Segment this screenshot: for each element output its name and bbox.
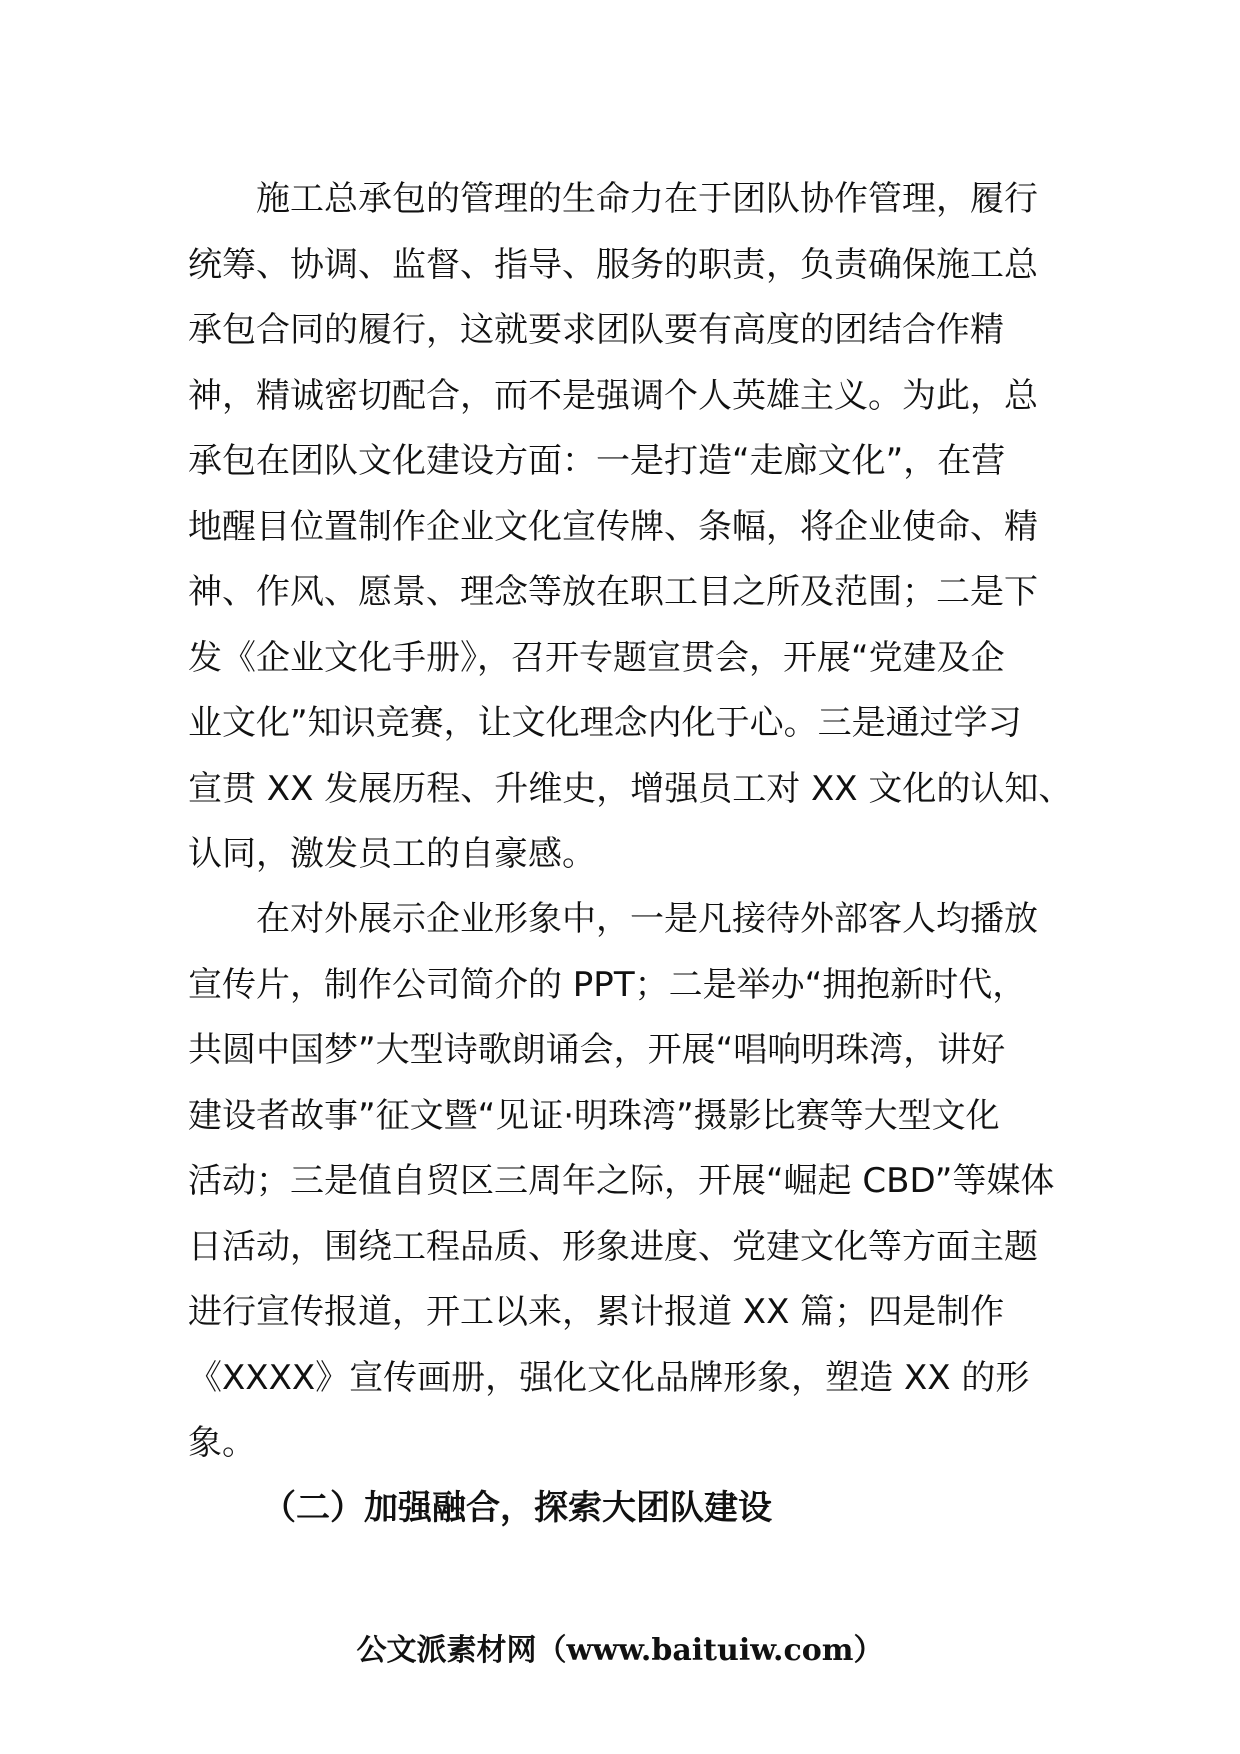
paragraph-line: 建设者故事”征文暨“见证·明珠湾”摄影比赛等大型文化 [188, 1095, 1000, 1136]
paragraph-line: 认同，激发员工的自豪感。 [188, 834, 596, 874]
paragraph-line: 业文化”知识竞赛，让文化理念内化于心。三是通过学习 [188, 703, 1022, 743]
paragraph-line: 在对外展示企业形象中，一是凡接待外部客人均播放 [256, 899, 1038, 939]
paragraph-line: 地醒目位置制作企业文化宣传牌、条幅，将企业使命、精 [188, 506, 1038, 547]
paragraph-line: 日活动，围绕工程品质、形象进度、党建文化等方面主题 [188, 1226, 1038, 1267]
paragraph-line: 共圆中国梦”大型诗歌朗诵会，开展“唱响明珠湾，讲好 [188, 1030, 1006, 1070]
paragraph-line: 承包合同的履行，这就要求团队要有高度的团结合作精 [188, 310, 1004, 350]
paragraph-line: 承包在团队文化建设方面：一是打造“走廊文化”，在营 [188, 441, 1006, 481]
paragraph-team-culture [188, 167, 1073, 888]
footer-watermark: 公文派素材网（www.baituiw.com） [356, 1633, 884, 1668]
paragraph-line: 《XXXX》宣传画册，强化文化品牌形象，塑造 XX 的形 [188, 1357, 1030, 1398]
paragraph-line: 施工总承包的管理的生命力在于团队协作管理，履行 [256, 179, 1038, 219]
section-heading: （二）加强融合，探索大团队建设 [262, 1488, 772, 1528]
paragraph-line: 活动；三是值自贸区三周年之际，开展“崛起 CBD”等媒体 [188, 1161, 1055, 1201]
paragraph-line: 神、作风、愿景、理念等放在职工目之所及范围；二是下 [188, 572, 1038, 612]
paragraph-line: 象。 [188, 1423, 256, 1463]
paragraph-line: 神，精诚密切配合，而不是强调个人英雄主义。为此，总 [188, 375, 1038, 416]
paragraph-line: 统筹、协调、监督、指导、服务的职责，负责确保施工总 [188, 244, 1038, 285]
paragraph-line: 进行宣传报道，开工以来，累计报道 XX 篇；四是制作 [188, 1292, 1005, 1332]
paragraph-line: 发《企业文化手册》，召开专题宣贯会，开展“党建及企 [188, 637, 1005, 678]
paragraph-line: 宣传片，制作公司简介的 PPT；二是举办“拥抱新时代， [188, 964, 1027, 1005]
paragraph-line: 宣贯 XX 发展历程、升维史，增强员工对 XX 文化的认知、 [188, 768, 1073, 809]
paragraph-external-image [188, 887, 1068, 1477]
